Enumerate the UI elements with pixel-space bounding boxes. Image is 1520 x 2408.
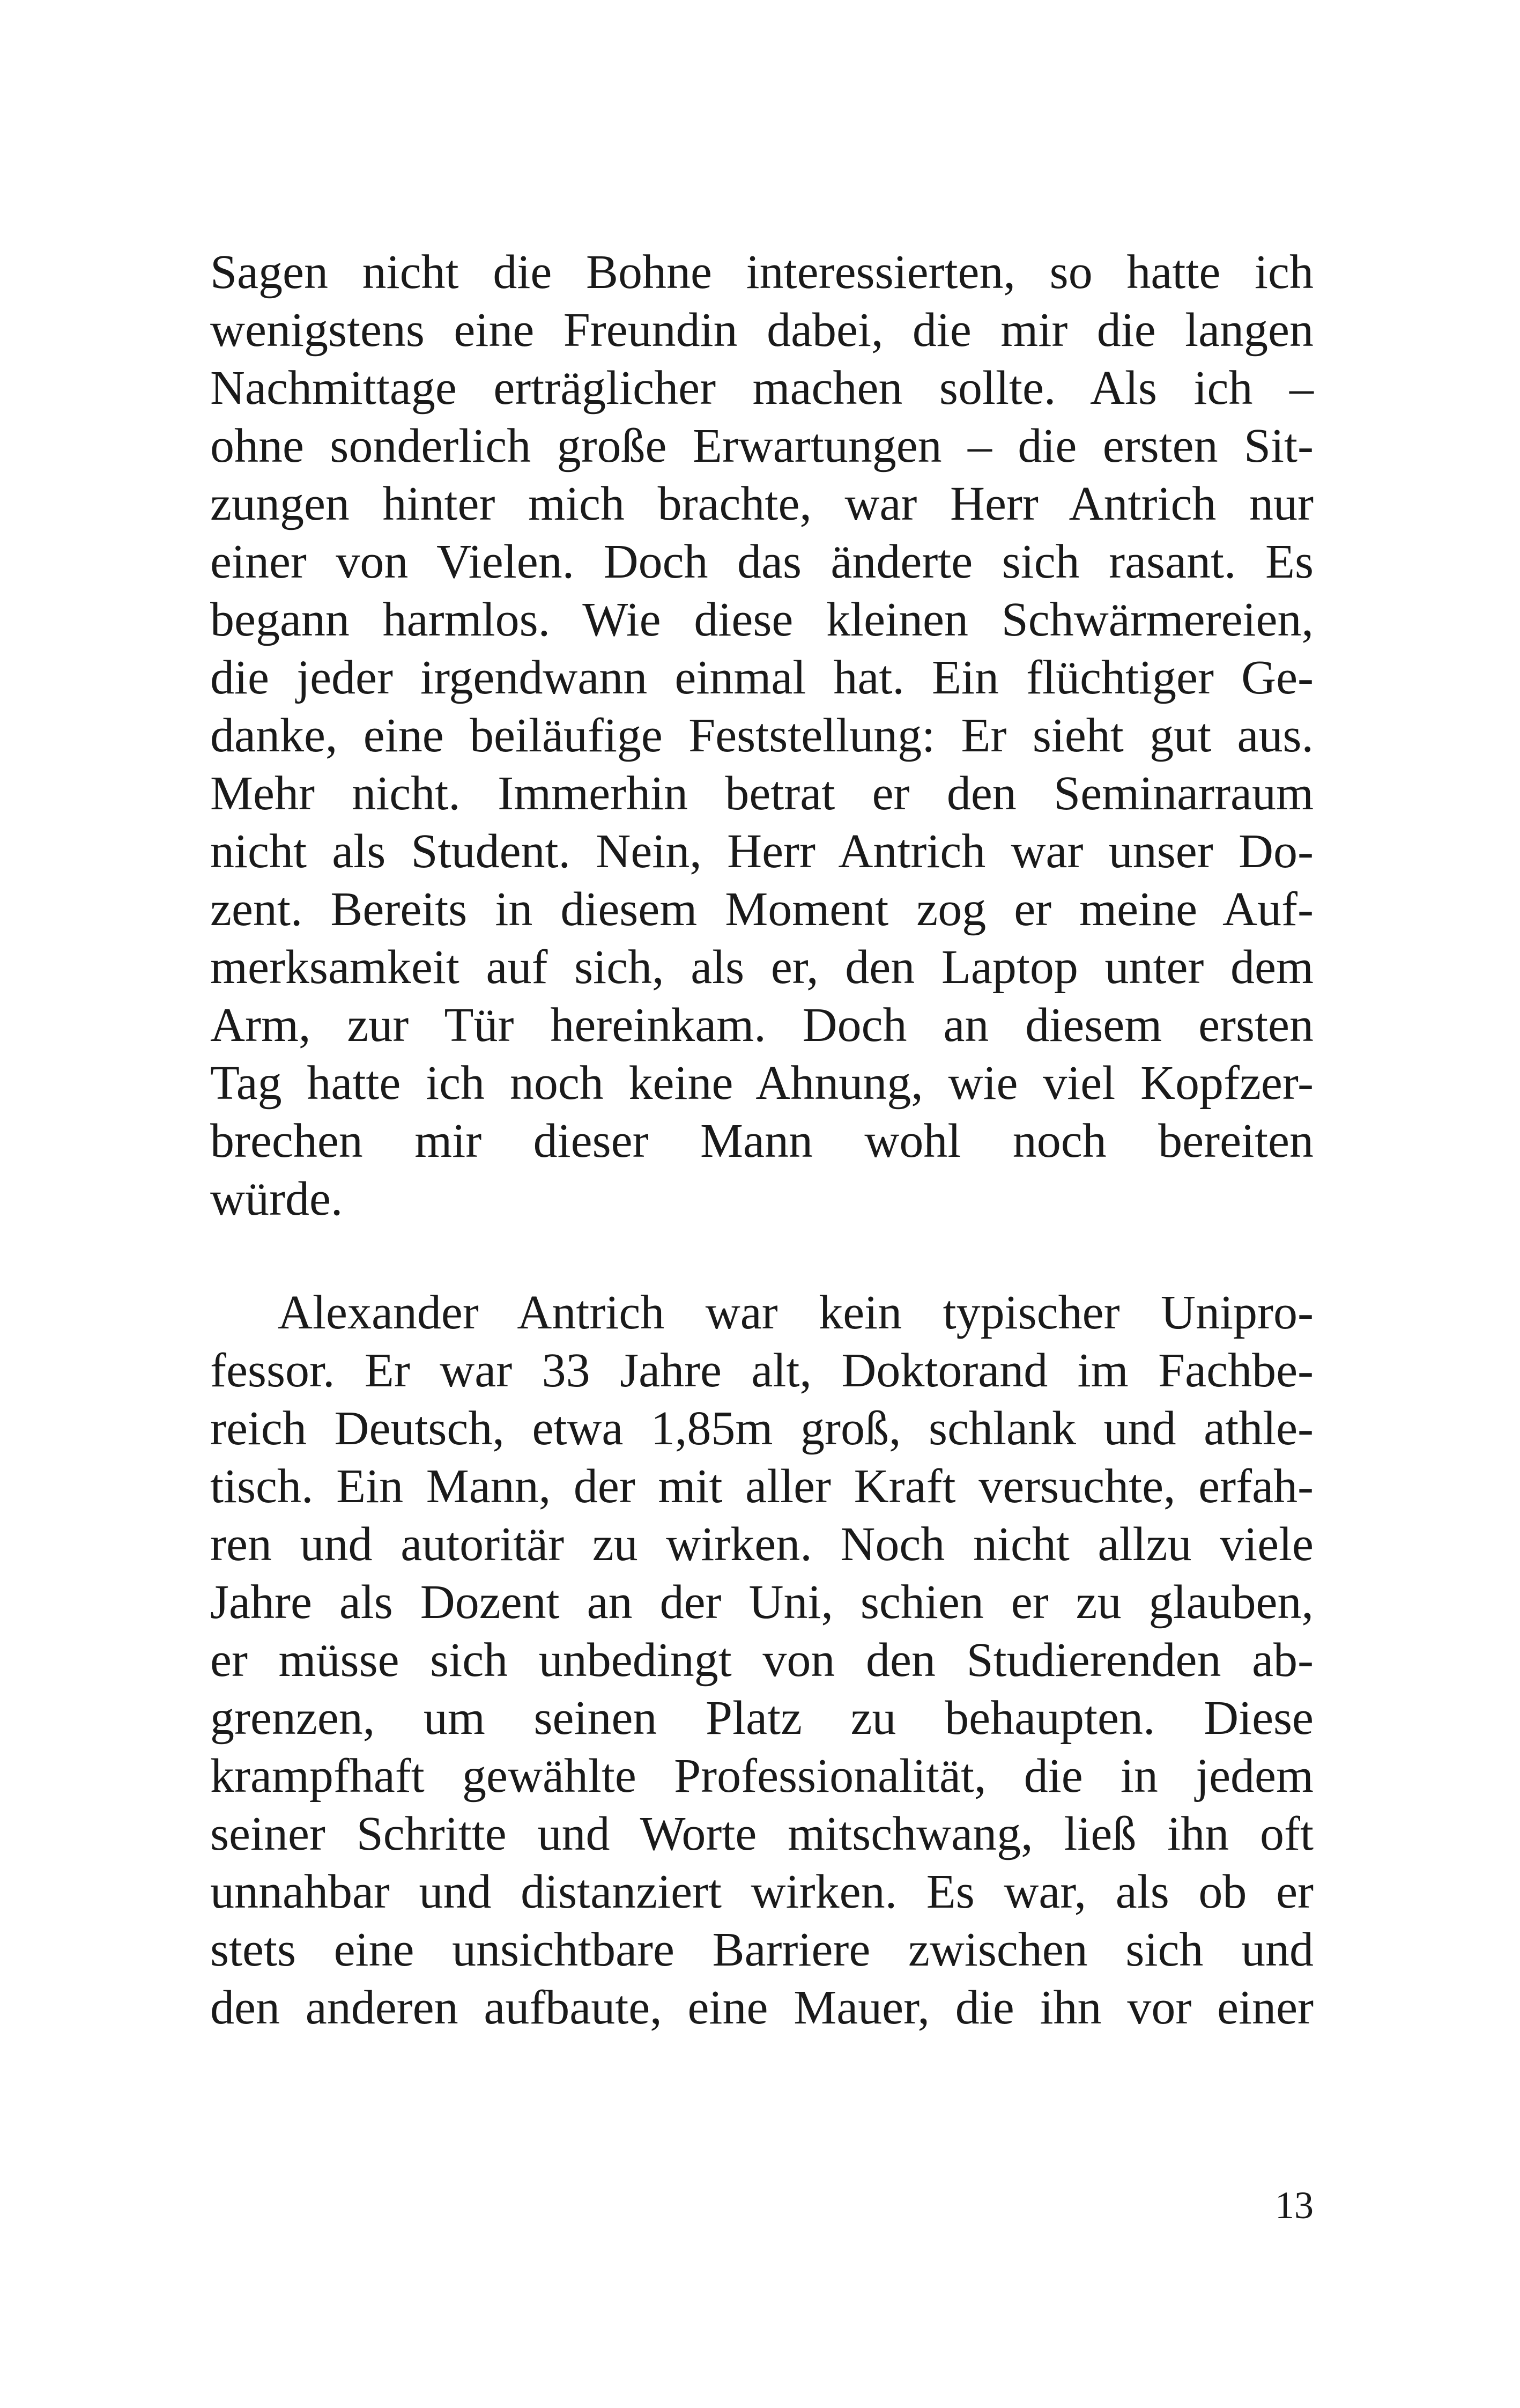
text-line: reich Deutsch, etwa 1,85m groß, schlank und athle-	[210, 1402, 1314, 1455]
text-line: Alexander Antrich war kein typischer Unipro-	[278, 1286, 1314, 1339]
text-line: wenigstens eine Freundin dabei, die mir die langen	[210, 304, 1314, 357]
text-line: unnahbar und distanziert wirken. Es war, als ob er	[210, 1865, 1314, 1918]
text-line: merksamkeit auf sich, als er, den Laptop unter dem	[210, 941, 1314, 994]
text-line: Nachmittage erträglicher machen sollte. Als ich –	[210, 361, 1314, 415]
text-line: danke, eine beiläufige Feststellung: Er sieht gut aus.	[210, 709, 1314, 762]
text-line: ren und autoritär zu wirken. Noch nicht allzu viele	[210, 1518, 1314, 1571]
text-line: brechen mir dieser Mann wohl noch bereiten	[210, 1114, 1314, 1168]
text-line: nicht als Student. Nein, Herr Antrich war unser Do-	[210, 825, 1314, 878]
page-number: 13	[1275, 2184, 1314, 2227]
text-line: zungen hinter mich brachte, war Herr Antrich nur	[210, 477, 1314, 530]
text-line: grenzen, um seinen Platz zu behaupten. Diese	[210, 1691, 1314, 1745]
text-line: begann harmlos. Wie diese kleinen Schwärmereien,	[210, 593, 1314, 646]
text-line: Sagen nicht die Bohne interessierten, so hatte ich	[210, 246, 1314, 299]
text-line: tisch. Ein Mann, der mit aller Kraft versuchte, erfah-	[210, 1460, 1314, 1513]
text-line: den anderen aufbaute, eine Mauer, die ihn vor einer	[210, 1981, 1314, 2034]
text-line: er müsse sich unbedingt von den Studierenden ab-	[210, 1634, 1314, 1687]
text-line: die jeder irgendwann einmal hat. Ein flüchtiger Ge-	[210, 651, 1314, 704]
text-line: würde.	[210, 1172, 343, 1225]
text-line: zent. Bereits in diesem Moment zog er meine Auf-	[210, 883, 1314, 936]
paragraph	[210, 243, 1314, 1228]
text-line: ohne sonderlich große Erwartungen – die ersten Sit-	[210, 419, 1314, 472]
text-line: Mehr nicht. Immerhin betrat er den Seminarraum	[210, 767, 1314, 820]
text-line: seiner Schritte und Worte mitschwang, ließ ihn oft	[210, 1807, 1314, 1860]
text-line: stets eine unsichtbare Barriere zwischen sich und	[210, 1923, 1314, 1976]
text-line: krampfhaft gewählte Professionalität, die in jedem	[210, 1749, 1314, 1803]
text-line: fessor. Er war 33 Jahre alt, Doktorand im Fachbe-	[210, 1344, 1314, 1397]
paragraph	[210, 1284, 1314, 2037]
text-line: Tag hatte ich noch keine Ahnung, wie viel Kopfzer-	[210, 1057, 1314, 1110]
text-line: einer von Vielen. Doch das änderte sich rasant. Es	[210, 535, 1314, 588]
text-line: Arm, zur Tür hereinkam. Doch an diesem ersten	[210, 999, 1314, 1052]
text-line: Jahre als Dozent an der Uni, schien er zu glauben,	[210, 1576, 1314, 1629]
